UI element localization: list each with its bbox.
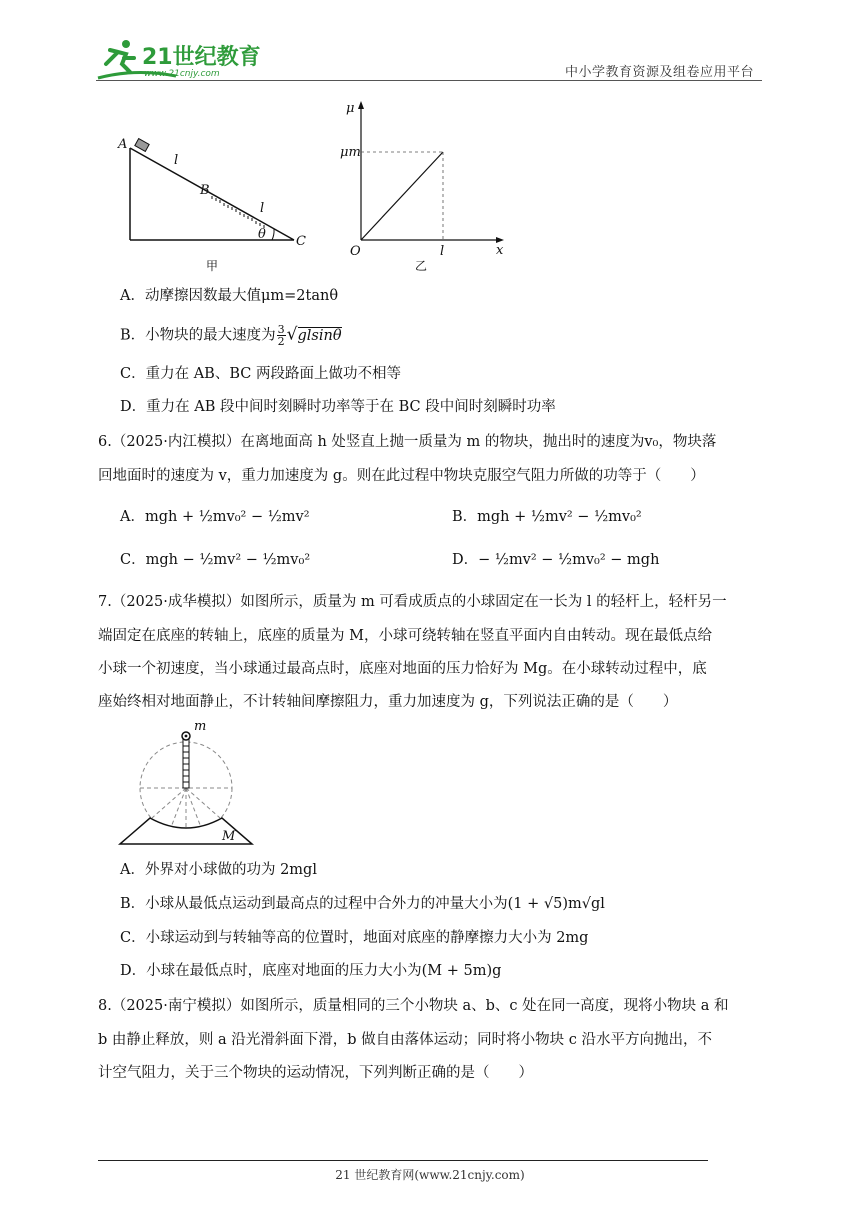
figure-mu-graph <box>330 98 510 278</box>
logo-text: 21世纪教育 <box>142 45 261 70</box>
figure-rotating-ball <box>110 718 260 848</box>
label-C: C <box>296 234 306 249</box>
q8-stem-line3: 计空气阻力，关于三个物块的运动情况，下列判断正确的是（ ） <box>98 1065 533 1081</box>
q5-option-d: D．重力在 AB 段中间时刻瞬时功率等于在 BC 段中间时刻瞬时功率 <box>120 399 556 415</box>
q5-option-a: A．动摩擦因数最大值μm=2tanθ <box>120 288 339 304</box>
footer-text: 21 世纪教育网(www.21cnjy.com) <box>335 1168 525 1182</box>
block <box>135 139 149 152</box>
label-l: l <box>440 244 445 259</box>
q7-option-d: D．小球在最低点时，底座对地面的压力大小为(M + 5m)g <box>120 963 502 979</box>
label-mum: μm <box>340 145 361 160</box>
q8-stem-line2: b 由静止释放，则 a 沿光滑斜面下滑，b 做自由落体运动；同时将小物块 c 沿水平方向抛出，不 <box>98 1032 712 1048</box>
caption-yi: 乙 <box>415 259 428 273</box>
figure-incline <box>114 128 314 278</box>
q7-option-c: C．小球运动到与转轴等高的位置时，地面对底座的静摩擦力大小为 2mg <box>120 930 589 946</box>
label-m: m <box>194 719 207 734</box>
q7-option-b: B．小球从最低点运动到最高点的过程中合外力的冲量大小为(1 + √5)m√gl <box>120 896 605 912</box>
caption-jia: 甲 <box>206 259 219 273</box>
label-B: B <box>200 183 210 198</box>
label-theta: θ <box>258 227 266 242</box>
q6-option-c: C．mgh − ½mv² − ½mv₀² <box>120 552 311 568</box>
q7-stem-line1: 7.（2025·成华模拟）如图所示，质量为 m 可看成质点的小球固定在一长为 l 的轻杆上，轻杆另一 <box>98 594 727 610</box>
q7-stem-line2: 端固定在底座的转轴上，底座的质量为 M，小球可绕转轴在竖直平面内自由转动。现在最低点给 <box>98 628 712 644</box>
q7-option-a: A．外界对小球做的功为 2mgl <box>120 862 317 878</box>
q6-stem-line1: 6.（2025·内江模拟）在离地面高 h 处竖直上抛一质量为 m 的物块，抛出时的速度为v₀，物块落 <box>98 434 717 450</box>
label-mu: μ <box>346 101 355 116</box>
label-A: A <box>118 137 128 152</box>
label-l2: l <box>260 201 265 216</box>
footer-divider <box>98 1160 708 1161</box>
q7-stem-line4: 座始终相对地面静止，不计转轴间摩擦阻力，重力加速度为 g，下列说法正确的是（ ） <box>98 694 678 710</box>
label-O: O <box>350 244 361 259</box>
q6-option-a: A．mgh + ½mv₀² − ½mv² <box>120 509 310 525</box>
label-l1: l <box>174 153 179 168</box>
q6-option-b: B．mgh + ½mv² − ½mv₀² <box>452 509 642 525</box>
label-M: M <box>222 829 236 844</box>
q5-option-b: B．小物块的最大速度为 $\frac{3}{2}$ √glsinθ <box>120 323 342 348</box>
q7-stem-line3: 小球一个初速度，当小球通过最高点时，底座对地面的压力恰好为 Mg。在小球转动过程中，底 <box>98 661 707 677</box>
logo-url: www.21cnjy.com <box>144 69 220 79</box>
q6-option-d: D．− ½mv² − ½mv₀² − mgh <box>452 552 660 568</box>
header-platform-text: 中小学教育资源及组卷应用平台 <box>564 65 754 80</box>
q5-option-c: C．重力在 AB、BC 两段路面上做功不相等 <box>120 366 401 382</box>
q8-stem-line1: 8.（2025·南宁模拟）如图所示，质量相同的三个小物块 a、b、c 处在同一高度，现将小物块 a 和 <box>98 998 729 1014</box>
rough-surface-hatch <box>212 196 264 228</box>
q6-stem-line2: 回地面时的速度为 v，重力加速度为 g。则在此过程中物块克服空气阻力所做的功等于（ ） <box>98 468 705 484</box>
site-logo <box>96 38 266 82</box>
header-divider <box>96 80 762 81</box>
label-x: x <box>496 243 504 258</box>
